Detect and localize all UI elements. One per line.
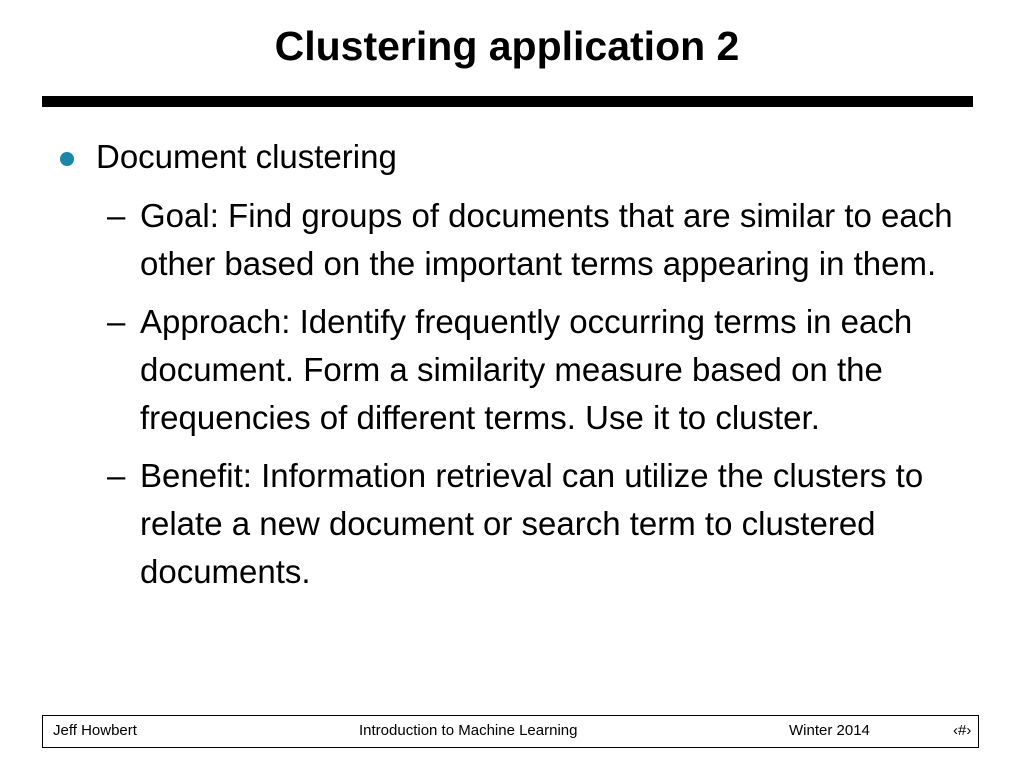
dash-marker: – [107,303,126,340]
footer-term: Winter 2014 [789,722,870,739]
dash-marker: – [107,197,126,234]
slide-title: Clustering application 2 [274,23,740,69]
footer-author: Jeff Howbert [53,722,137,739]
sub-bullet-list [107,192,957,606]
main-bullet-text: Document clustering [96,138,397,175]
sub-bullet-text: Goal: Find groups of documents that are similar to each other based on the important terms appearing in them. [140,197,953,282]
title-divider [42,96,973,107]
main-bullet [60,134,397,180]
slide-footer [42,715,979,748]
sub-bullet-goal [107,192,957,288]
dash-marker: – [107,457,126,494]
sub-bullet-approach [107,298,957,442]
sub-bullet-text: Approach: Identify frequently occurring terms in each document. Form a similarity measure based on the frequencies of different terms. Use it to cluster. [140,303,913,436]
footer-course: Introduction to Machine Learning [359,722,578,739]
sub-bullet-benefit [107,452,957,596]
bullet-dot-icon [60,152,74,166]
footer-page-number: ‹#› [953,722,972,739]
sub-bullet-text: Benefit: Information retrieval can utilize the clusters to relate a new document or search term to clustered documents. [140,457,924,590]
